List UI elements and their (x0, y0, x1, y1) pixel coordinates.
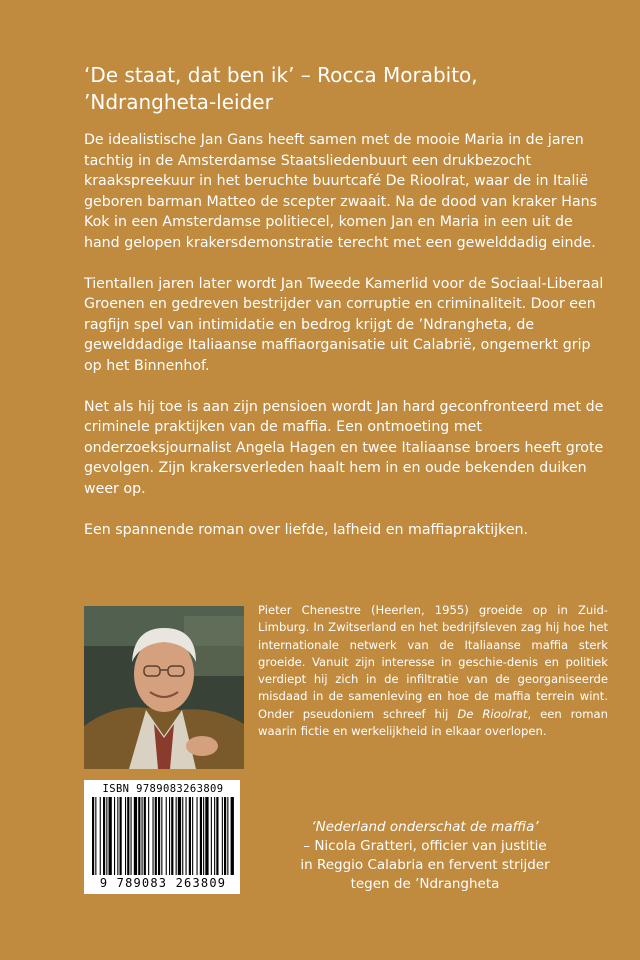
barcode-bar (227, 797, 228, 875)
quote-text: ‘Nederland onderschat de maffia’ (311, 819, 539, 835)
barcode-bar (214, 797, 215, 875)
blurb-paragraph: Tientallen jaren later wordt Jan Tweede Kamerlid voor de Sociaal-Liberaal Groenen en gedreven bestrijder van corruptie en criminaliteit. Door een ragfijn spel van intimidatie en bedrog krijgt de ’Ndrangheta, de gewelddadige Italiaanse maffiaorganisatie uit Calabrië, ongemerkt grip op het Binnenhof. (84, 275, 604, 374)
barcode-bar (203, 797, 204, 875)
blurb-paragraph: De idealistische Jan Gans heeft samen met de mooie Maria in de jaren tachtig in de Amsterdamse Staatsliedenbuurt een drukbezocht kraakspreekuur in het beruchte buurtcafé De Rioolrat, waar de in Italië geboren barman Matteo de scepter zwaait. Na de dood van kraker Hans Kok in een Amsterdamse politiecel, komen Jan en Maria in een uit de hand gelopen krakersdemonstratie terecht met een gewelddadig einde. (84, 132, 598, 251)
barcode-bar (153, 797, 154, 875)
author-bio (258, 602, 608, 740)
press-quote (262, 818, 588, 894)
barcode-bar (103, 797, 105, 875)
quote-attribution-line-1: – Nicola Gratteri, officier van justitie (303, 838, 547, 854)
barcode-bar (171, 797, 173, 875)
barcode-bar (205, 797, 208, 875)
author-portrait-icon (84, 606, 244, 769)
barcode-bar (148, 797, 149, 875)
isbn-digits: 9 789083 263809 (99, 876, 227, 890)
author-photo (84, 606, 244, 769)
isbn-label: ISBN 9789083263809 (102, 783, 224, 795)
heading-line-1: ‘De staat, dat ben ik’ – Rocca Morabito, (84, 63, 478, 87)
barcode-bar (176, 797, 177, 875)
isbn-barcode (84, 780, 240, 894)
barcode-bar (231, 797, 234, 875)
barcode-bar (222, 797, 223, 875)
barcode-bar (127, 797, 129, 875)
bio-text: Pieter Chenestre (Heerlen, 1955) groeide op in Zuid-Limburg. In Zwitserland en het bedrijfsleven zag hij hoe het internationale netwerk van de Italiaanse maffia sterk groeide. Vanuit zijn interesse in geschie-denis en politiek verdiept hij zich in de infiltratie van de georganiseerde misdaad in de samenleving en hoe de maffia terrein wint. Onder pseudoniem schreef hij (258, 603, 608, 721)
quote-attribution-line-2: in Reggio Calabria en fervent strijder (300, 857, 550, 873)
barcode-bar (158, 797, 160, 875)
barcode-bar (134, 797, 137, 875)
barcode-bar (161, 797, 162, 875)
barcode-bar (142, 797, 143, 875)
barcode-bar (224, 797, 226, 875)
barcode-bar (109, 797, 112, 875)
heading-line-2: ’Ndrangheta-leider (84, 90, 273, 114)
barcode-bar (92, 797, 94, 875)
barcode-bar (117, 797, 118, 875)
barcode-bar (166, 797, 167, 875)
barcode-bar (189, 797, 191, 875)
barcode-bar (192, 797, 193, 875)
barcode-bar (106, 797, 107, 875)
barcode-bar (155, 797, 157, 875)
barcode-bar (211, 797, 212, 875)
barcode-bar (100, 797, 101, 875)
barcode-bar (120, 797, 122, 875)
barcode-bars-icon (90, 797, 234, 875)
quote-attribution-line-3: tegen de ’Ndrangheta (350, 876, 500, 892)
barcode-bar (95, 797, 96, 875)
blurb-paragraph: Een spannende roman over liefde, lafheid en maffiapraktijken. (84, 521, 529, 538)
barcode-bar (144, 797, 146, 875)
barcode-bar (182, 797, 183, 875)
blurb (84, 130, 604, 560)
barcode-bar (216, 797, 218, 875)
barcode-bar (186, 797, 187, 875)
cover-heading (84, 62, 604, 116)
barcode-bar (125, 797, 126, 875)
barcode-bar (200, 797, 202, 875)
barcode-bar (169, 797, 170, 875)
bio-book-title: De Rioolrat (457, 706, 528, 721)
blurb-paragraph: Net als hij toe is aan zijn pensioen wordt Jan hard geconfronteerd met de criminele praktijken van de maffia. Een ontmoeting met onderzoeksjournalist Angela Hagen en twee Italiaanse broers heeft grote gevolgen. Zijn krakersverleden haalt hem in en oude bekenden duiken weer op. (84, 398, 604, 497)
barcode-bar (138, 797, 140, 875)
barcode-bar (178, 797, 181, 875)
barcode-bar (197, 797, 198, 875)
barcode-bar (114, 797, 115, 875)
barcode-bar (131, 797, 132, 875)
bio-text-end: , een roman waarin fictie en werkelijkheid in elkaar overlopen. (258, 706, 608, 739)
